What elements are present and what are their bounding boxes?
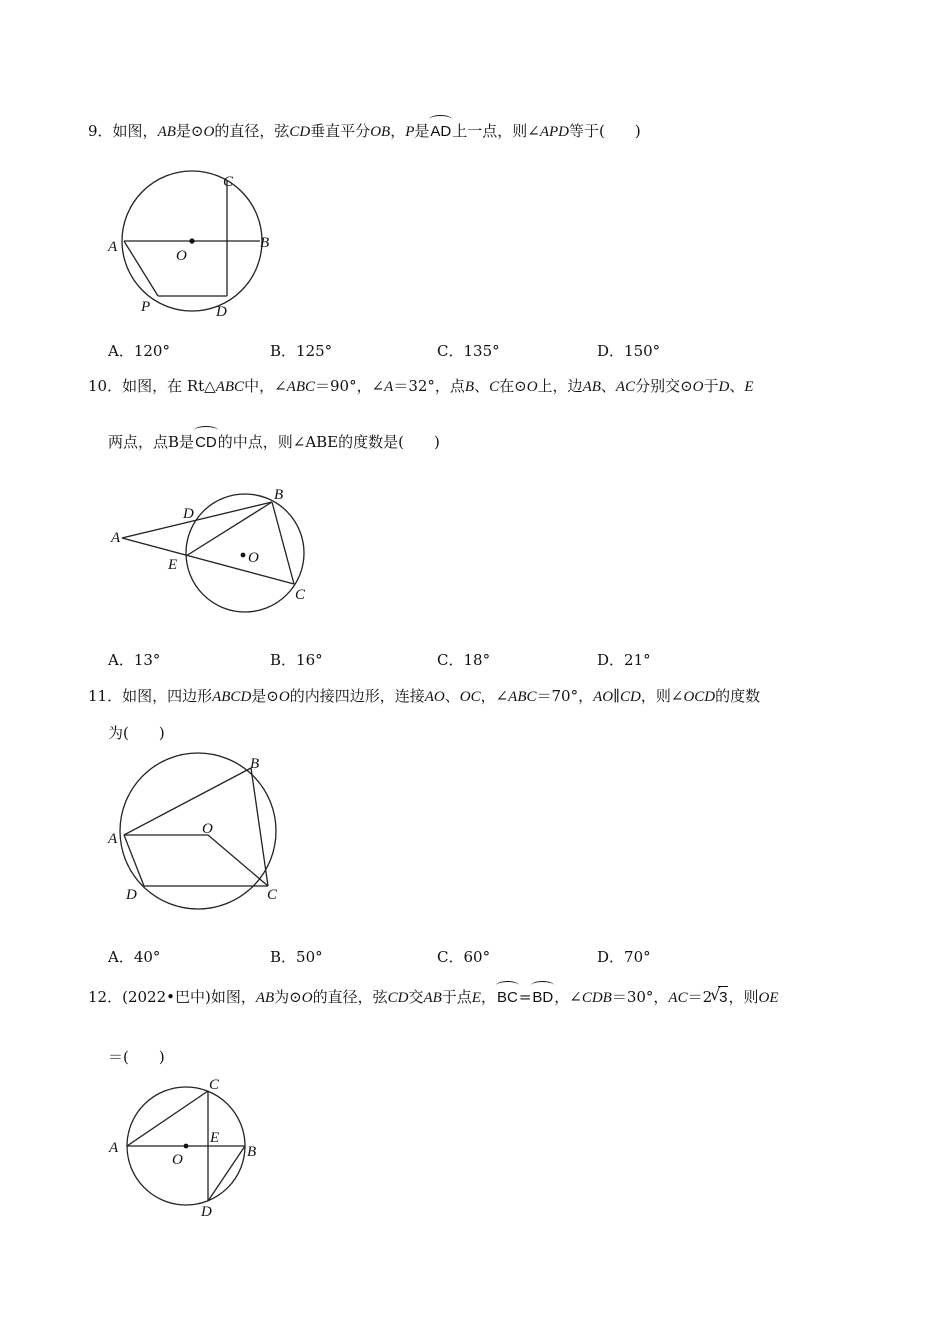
label-D: D — [183, 506, 194, 522]
label-O: O — [172, 1152, 183, 1168]
question-11-text-line2: 为( ) — [108, 724, 165, 742]
question-11-text: 11．如图，四边形ABCD是⊙O的内接四边形，连接AO、OC，∠ABC＝70°，AO∥CD，则∠OCD的度数 — [88, 687, 761, 705]
label-B: B — [247, 1144, 257, 1160]
choice-d[interactable]: D．70° — [597, 948, 651, 966]
figure-q11 — [100, 752, 300, 912]
label-C: C — [209, 1077, 220, 1093]
figure-q12 — [100, 1075, 270, 1225]
figure-q9 — [100, 165, 290, 325]
choice-a[interactable]: A．120° — [108, 342, 170, 360]
label-A: A — [108, 831, 118, 847]
label-B: B — [250, 756, 260, 772]
label-A: A — [109, 1140, 119, 1156]
label-O: O — [248, 550, 259, 566]
question-9-text: 9．如图，AB是⊙O的直径，弦CD垂直平分OB，P是AD上一点，则∠APD等于( ) — [88, 120, 641, 143]
choice-b[interactable]: B．16° — [270, 651, 323, 669]
choice-c[interactable]: C．60° — [437, 948, 491, 966]
sqrt-symbol: √ 3 — [712, 986, 728, 1009]
label-O: O — [176, 248, 187, 264]
label-B: B — [274, 487, 284, 503]
label-C: C — [223, 174, 234, 190]
label-E: E — [168, 557, 178, 573]
label-C: C — [295, 587, 306, 603]
choice-b[interactable]: B．125° — [270, 342, 333, 360]
label-A: A — [111, 530, 121, 546]
choice-a[interactable]: A．13° — [108, 651, 161, 669]
arc-bc-symbol: BC — [496, 987, 519, 1009]
label-O: O — [202, 821, 213, 837]
label-C: C — [267, 887, 278, 903]
arc-ad-symbol: AD — [429, 121, 452, 143]
label-D: D — [216, 304, 227, 320]
arc-cd-symbol: CD — [194, 432, 218, 454]
label-D: D — [126, 887, 137, 903]
label-D: D — [201, 1204, 212, 1220]
question-10-text-line2: 两点，点B是CD的中点，则∠ABE的度数是( ) — [108, 431, 440, 454]
label-B: B — [260, 235, 270, 251]
label-E: E — [210, 1130, 220, 1146]
label-P: P — [141, 299, 151, 315]
arc-bd-symbol: BD — [531, 987, 554, 1009]
choice-d[interactable]: D．21° — [597, 651, 651, 669]
question-10-text: 10．如图，在 Rt△ABC中，∠ABC＝90°，∠A＝32°，点B、C在⊙O上，边AB、AC分别交⊙O于D、E — [88, 377, 754, 395]
figure-q10 — [100, 480, 330, 625]
question-12-text: 12．(2022•巴中)如图，AB为⊙O的直径，弦CD交AB于点E，BC=BD，∠CDB＝30°，AC＝2 √ 3，则OE — [88, 986, 779, 1009]
choice-b[interactable]: B．50° — [270, 948, 323, 966]
label-A: A — [108, 239, 118, 255]
choice-c[interactable]: C．18° — [437, 651, 491, 669]
choice-d[interactable]: D．150° — [597, 342, 661, 360]
choice-a[interactable]: A．40° — [108, 948, 161, 966]
choice-c[interactable]: C．135° — [437, 342, 500, 360]
question-12-text-line2: ＝( ) — [108, 1048, 165, 1066]
